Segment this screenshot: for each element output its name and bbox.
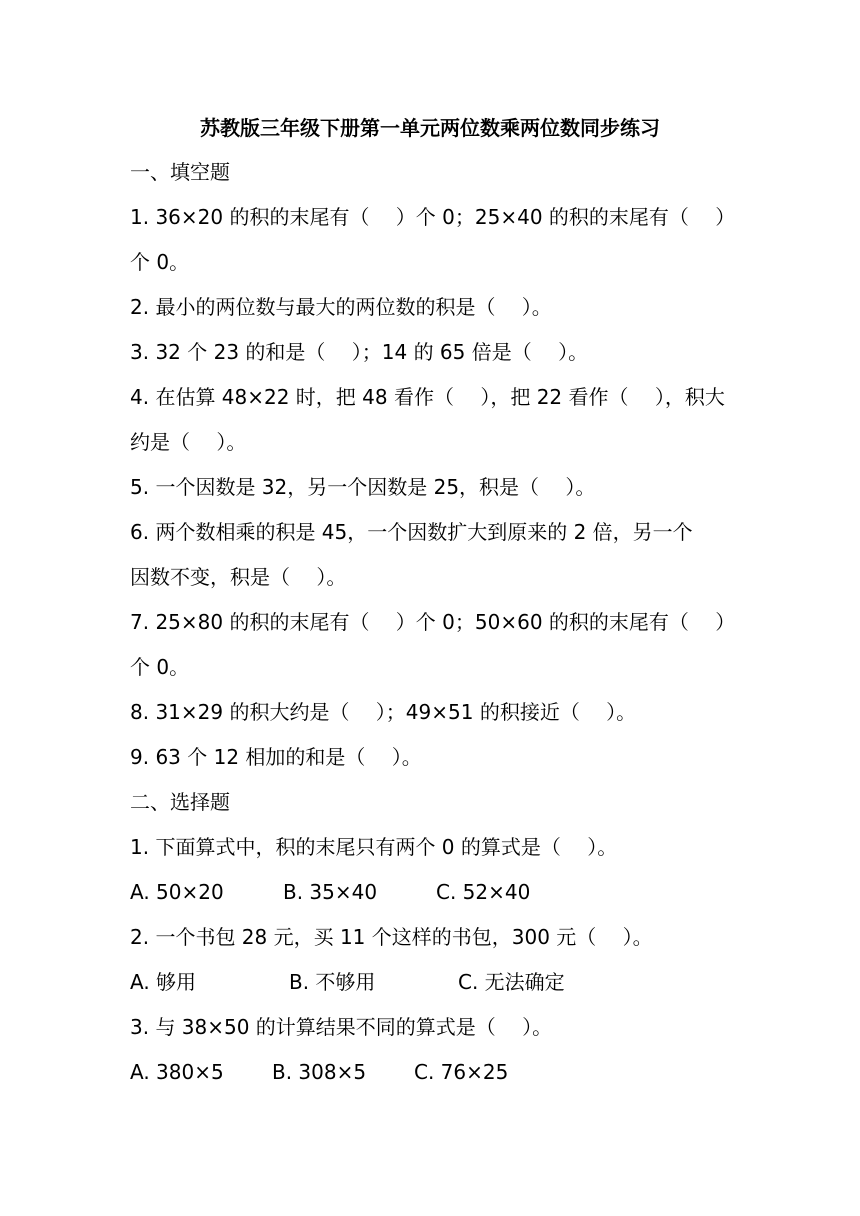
page-title: 苏教版三年级下册第一单元两位数乘两位数同步练习 <box>200 116 660 140</box>
question-line: 约是（ ）。 <box>130 430 247 454</box>
question-line: 1. 36×20 的积的末尾有（ ）个 0；25×40 的积的末尾有（ ） <box>130 205 736 229</box>
choice-option-c: C. 52×40 <box>436 880 531 904</box>
section-heading-fill-in: 一、填空题 <box>130 160 230 184</box>
choice-option-b: B. 308×5 <box>272 1060 367 1084</box>
choice-option-b: B. 35×40 <box>283 880 378 904</box>
question-line: 4. 在估算 48×22 时，把 48 看作（ ），把 22 看作（ ），积大 <box>130 385 725 409</box>
question-line: 8. 31×29 的积大约是（ ）；49×51 的积接近（ ）。 <box>130 700 637 724</box>
question-line: 7. 25×80 的积的末尾有（ ）个 0；50×60 的积的末尾有（ ） <box>130 610 736 634</box>
choice-question: 3. 与 38×50 的计算结果不同的算式是（ ）。 <box>130 1015 553 1039</box>
choice-option-a: A. 50×20 <box>130 880 224 904</box>
question-line: 3. 32 个 23 的和是（ ）；14 的 65 倍是（ ）。 <box>130 340 589 364</box>
choice-option-b: B. 不够用 <box>289 970 376 994</box>
question-line: 2. 最小的两位数与最大的两位数的积是（ ）。 <box>130 295 552 319</box>
choice-option-a: A. 够用 <box>130 970 197 994</box>
choice-option-a: A. 380×5 <box>130 1060 224 1084</box>
question-line: 9. 63 个 12 相加的和是（ ）。 <box>130 745 422 769</box>
choice-question: 2. 一个书包 28 元，买 11 个这样的书包，300 元（ ）。 <box>130 925 653 949</box>
question-line: 6. 两个数相乘的积是 45，一个因数扩大到原来的 2 倍，另一个 <box>130 520 693 544</box>
section-heading-multiple-choice: 二、选择题 <box>130 790 230 814</box>
choice-option-c: C. 76×25 <box>414 1060 509 1084</box>
question-line: 个 0。 <box>130 250 190 274</box>
choice-question: 1. 下面算式中，积的末尾只有两个 0 的算式是（ ）。 <box>130 835 618 859</box>
question-line: 个 0。 <box>130 655 190 679</box>
question-line: 5. 一个因数是 32，另一个因数是 25，积是（ ）。 <box>130 475 596 499</box>
question-line: 因数不变，积是（ ）。 <box>130 565 347 589</box>
choice-option-c: C. 无法确定 <box>458 970 565 994</box>
